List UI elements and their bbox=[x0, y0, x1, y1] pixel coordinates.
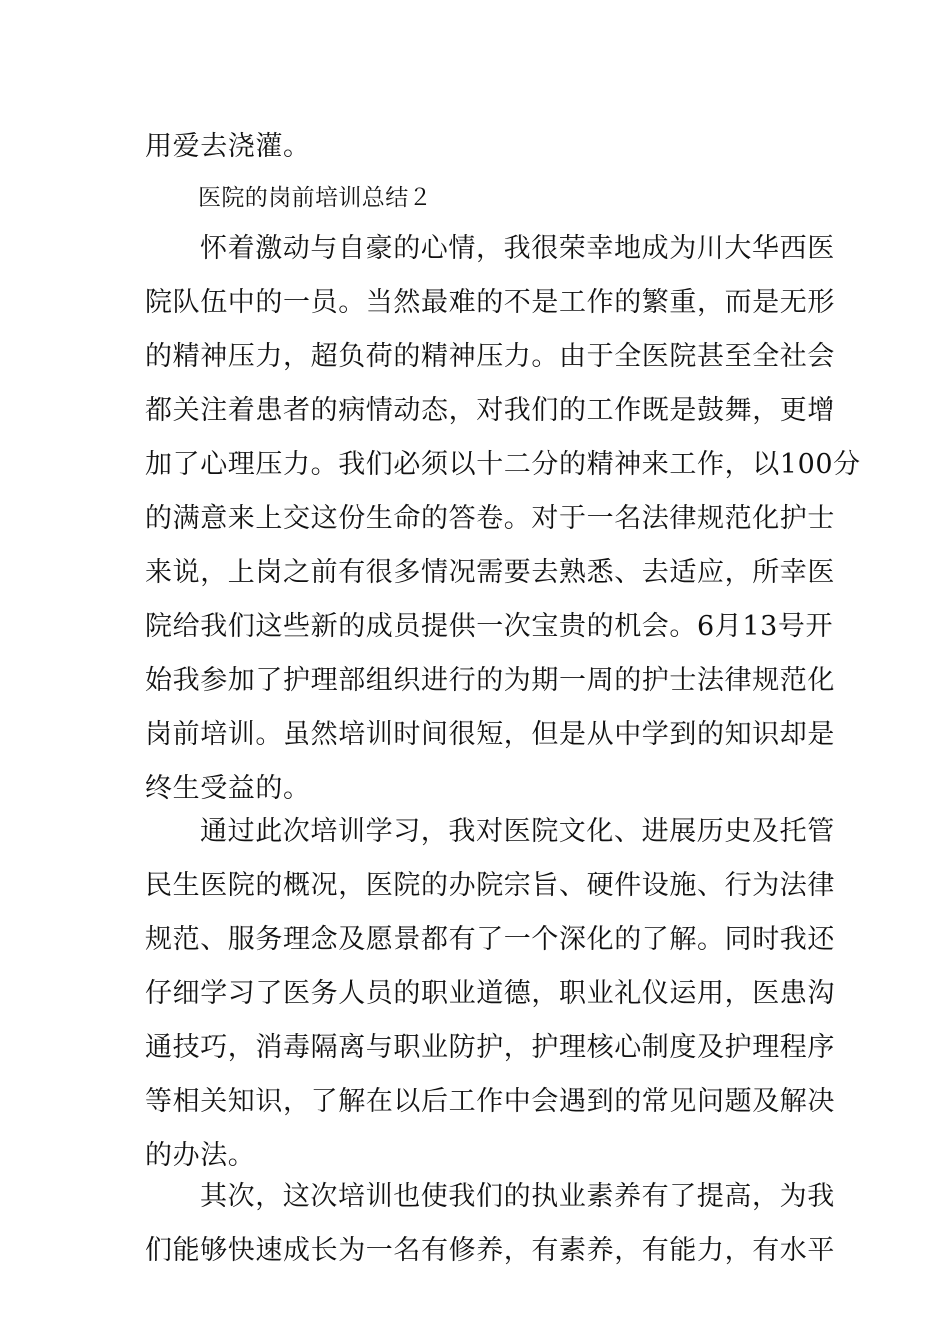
intro-tail bbox=[145, 120, 810, 174]
paragraph-line: 始我参加了护理部组织进行的为期一周的护士法律规范化 bbox=[145, 665, 835, 696]
paragraph-line: 院给我们这些新的成员提供一次宝贵的机会。6月13号开 bbox=[145, 611, 834, 642]
paragraph-line: 们能够快速成长为一名有修养，有素养，有能力，有水平 bbox=[145, 1235, 835, 1266]
paragraph-line: 的精神压力，超负荷的精神压力。由于全医院甚至全社会 bbox=[145, 341, 835, 372]
paragraph-line: 规范、服务理念及愿景都有了一个深化的了解。同时我还 bbox=[145, 924, 835, 955]
paragraph-line: 都关注着患者的病情动态，对我们的工作既是鼓舞，更增 bbox=[145, 395, 835, 426]
paragraph-line: 其次，这次培训也使我们的执业素养有了提高，为我 bbox=[200, 1181, 835, 1212]
paragraph-line: 通技巧，消毒隔离与职业防护，护理核心制度及护理程序 bbox=[145, 1032, 835, 1063]
section-heading: 医院的岗前培训总结２ bbox=[198, 185, 432, 211]
paragraph-line: 加了心理压力。我们必须以十二分的精神来工作，以100分 bbox=[145, 449, 861, 480]
paragraph-2 bbox=[145, 805, 835, 1183]
paragraph-line: 等相关知识，了解在以后工作中会遇到的常见问题及解决 bbox=[145, 1086, 835, 1117]
paragraph-1 bbox=[145, 222, 861, 816]
paragraph-line: 用爱去浇灌。 bbox=[145, 131, 311, 162]
paragraph-3 bbox=[145, 1170, 835, 1278]
paragraph-line: 的满意来上交这份生命的答卷。对于一名法律规范化护士 bbox=[145, 503, 835, 534]
paragraph-line: 岗前培训。虽然培训时间很短，但是从中学到的知识却是 bbox=[145, 719, 835, 750]
paragraph-line: 仔细学习了医务人员的职业道德，职业礼仪运用，医患沟 bbox=[145, 978, 835, 1009]
paragraph-line: 终生受益的。 bbox=[145, 773, 311, 804]
paragraph-line: 来说，上岗之前有很多情况需要去熟悉、去适应，所幸医 bbox=[145, 557, 835, 588]
paragraph-line: 院队伍中的一员。当然最难的不是工作的繁重，而是无形 bbox=[145, 287, 835, 318]
paragraph-line: 怀着激动与自豪的心情，我很荣幸地成为川大华西医 bbox=[200, 233, 835, 264]
paragraph-line: 的办法。 bbox=[145, 1140, 256, 1171]
paragraph-line: 民生医院的概况，医院的办院宗旨、硬件设施、行为法律 bbox=[145, 870, 835, 901]
paragraph-line: 通过此次培训学习，我对医院文化、进展历史及托管 bbox=[200, 816, 835, 847]
